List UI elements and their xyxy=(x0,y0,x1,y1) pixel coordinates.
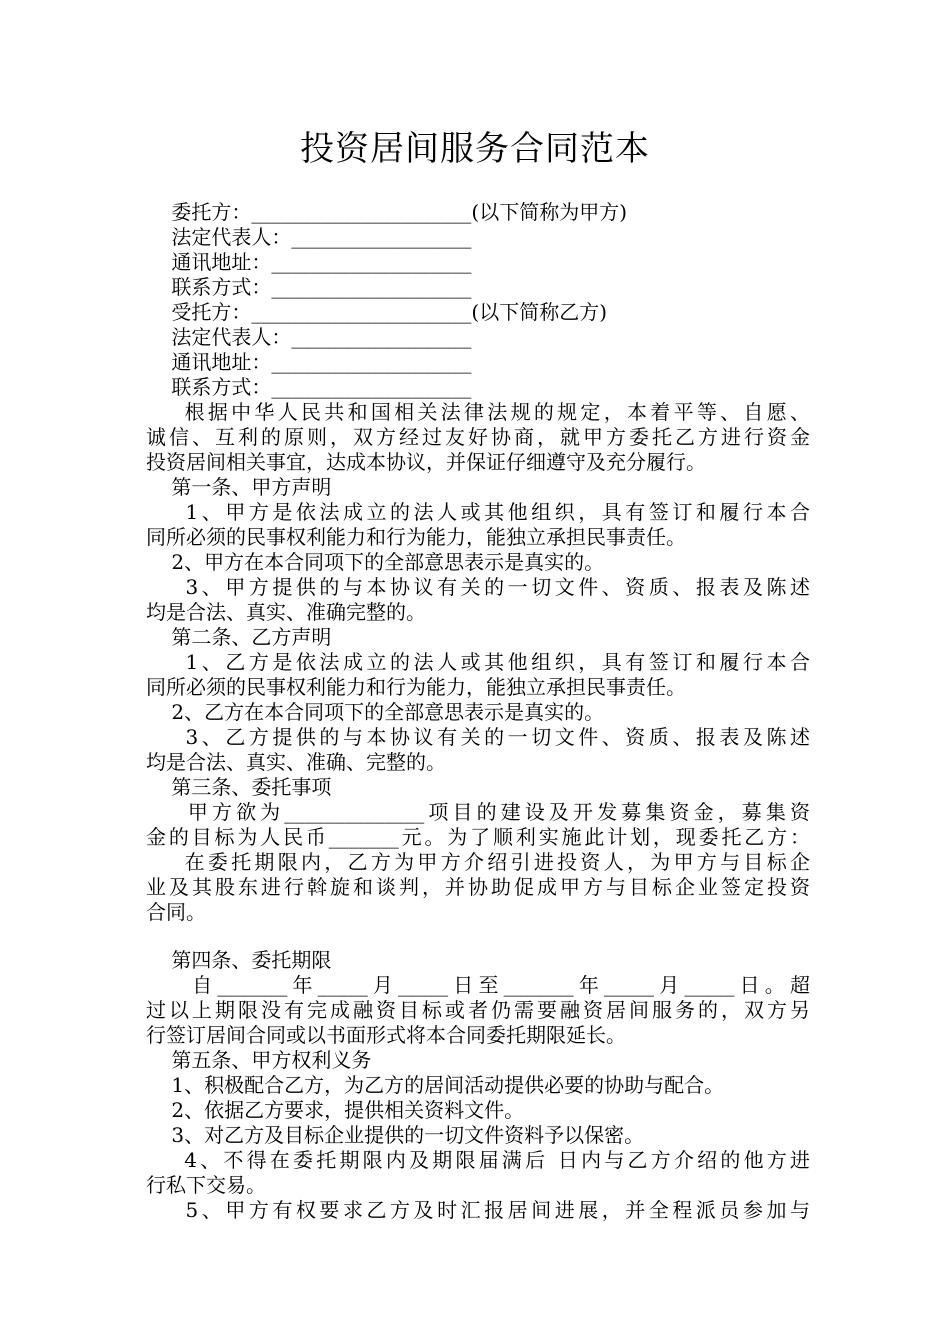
article-2-item-1-line-1: 1、乙方是依法成立的法人或其他组织，具有签订和履行本合 xyxy=(146,650,810,674)
preamble-line-2: 诚信、互利的原则，双方经过友好协商，就甲方委托乙方进行资金 xyxy=(146,425,810,449)
article-2-item-2: 2、乙方在本合同项下的全部意思表示是真实的。 xyxy=(146,700,605,724)
article-5-item-4-line-1: 4、不得在委托期限内及期限届满后 日内与乙方介绍的他方进 xyxy=(146,1148,810,1172)
article-2-item-1-line-2: 同所必须的民事权利能力和行为能力，能独立承担民事责任。 xyxy=(146,675,686,699)
document-title: 投资居间服务合同范本 xyxy=(300,129,650,169)
article-5-heading: 第五条、甲方权利义务 xyxy=(146,1048,372,1072)
article-3-heading: 第三条、委托事项 xyxy=(146,775,332,799)
article-2-item-3-line-1: 3、乙方提供的与本协议有关的一切文件、资质、报表及陈述 xyxy=(146,725,810,749)
article-5-item-3: 3、对乙方及目标企业提供的一切文件资料予以保密。 xyxy=(146,1123,645,1147)
article-1-heading: 第一条、甲方声明 xyxy=(146,475,332,499)
article-3-para-1-line-1: 甲方欲为______________项目的建设及开发募集资金，募集资 xyxy=(146,800,810,824)
article-4-line-1: 自_______年_____月_____日至_______年_____月_____日。超 xyxy=(146,973,810,997)
article-5-item-1: 1、积极配合乙方，为乙方的居间活动提供必要的协助与配合。 xyxy=(146,1073,725,1097)
party-b-legal-rep-line: 法定代表人：__________________ xyxy=(146,325,472,349)
article-1-item-2: 2、甲方在本合同项下的全部意思表示是真实的。 xyxy=(146,550,605,574)
article-2-heading: 第二条、乙方声明 xyxy=(146,625,332,649)
article-5-item-4-line-2: 行私下交易。 xyxy=(146,1173,266,1197)
article-1-item-1-line-2: 同所必须的民事权利能力和行为能力，能独立承担民事责任。 xyxy=(146,525,686,549)
article-1-item-1-line-1: 1、甲方是依法成立的法人或其他组织，具有签订和履行本合 xyxy=(146,500,810,524)
party-b-contact-line: 联系方式：____________________ xyxy=(146,375,472,399)
article-4-line-2: 过以上期限没有完成融资目标或者仍需要融资居间服务的，双方另 xyxy=(146,998,810,1022)
party-a-line: 委托方：______________________(以下简称为甲方) xyxy=(146,200,628,224)
preamble-line-1: 根据中华人民共和国相关法律法规的规定，本着平等、自愿、 xyxy=(146,400,810,424)
party-b-line: 受托方：______________________(以下简称乙方) xyxy=(146,300,608,324)
article-1-item-3-line-1: 3、甲方提供的与本协议有关的一切文件、资质、报表及陈述 xyxy=(146,575,810,599)
preamble-line-3: 投资居间相关事宜，达成本协议，并保证仔细遵守及充分履行。 xyxy=(146,450,706,474)
article-3-para-2-line-3: 合同。 xyxy=(146,900,206,924)
article-4-heading: 第四条、委托期限 xyxy=(146,948,332,972)
article-3-para-2-line-2: 业及其股东进行斡旋和谈判，并协助促成甲方与目标企业签定投资 xyxy=(146,875,810,899)
article-1-item-3-line-2: 均是合法、真实、准确完整的。 xyxy=(146,600,426,624)
party-a-contact-line: 联系方式：____________________ xyxy=(146,275,472,299)
party-a-address-line: 通讯地址：____________________ xyxy=(146,250,472,274)
article-3-para-2-line-1: 在委托期限内，乙方为甲方介绍引进投资人，为甲方与目标企 xyxy=(146,850,810,874)
article-5-item-5-line-1: 5、甲方有权要求乙方及时汇报居间进展，并全程派员参加与 xyxy=(146,1198,810,1222)
party-b-address-line: 通讯地址：____________________ xyxy=(146,350,472,374)
article-4-line-3: 行签订居间合同或以书面形式将本合同委托期限延长。 xyxy=(146,1023,626,1047)
party-a-legal-rep-line: 法定代表人：__________________ xyxy=(146,225,472,249)
article-3-para-1-line-2: 金的目标为人民币_______元。为了顺利实施此计划，现委托乙方： xyxy=(146,825,810,849)
article-5-item-2: 2、依据乙方要求，提供相关资料文件。 xyxy=(146,1098,525,1122)
article-2-item-3-line-2: 均是合法、真实、准确、完整的。 xyxy=(146,750,446,774)
